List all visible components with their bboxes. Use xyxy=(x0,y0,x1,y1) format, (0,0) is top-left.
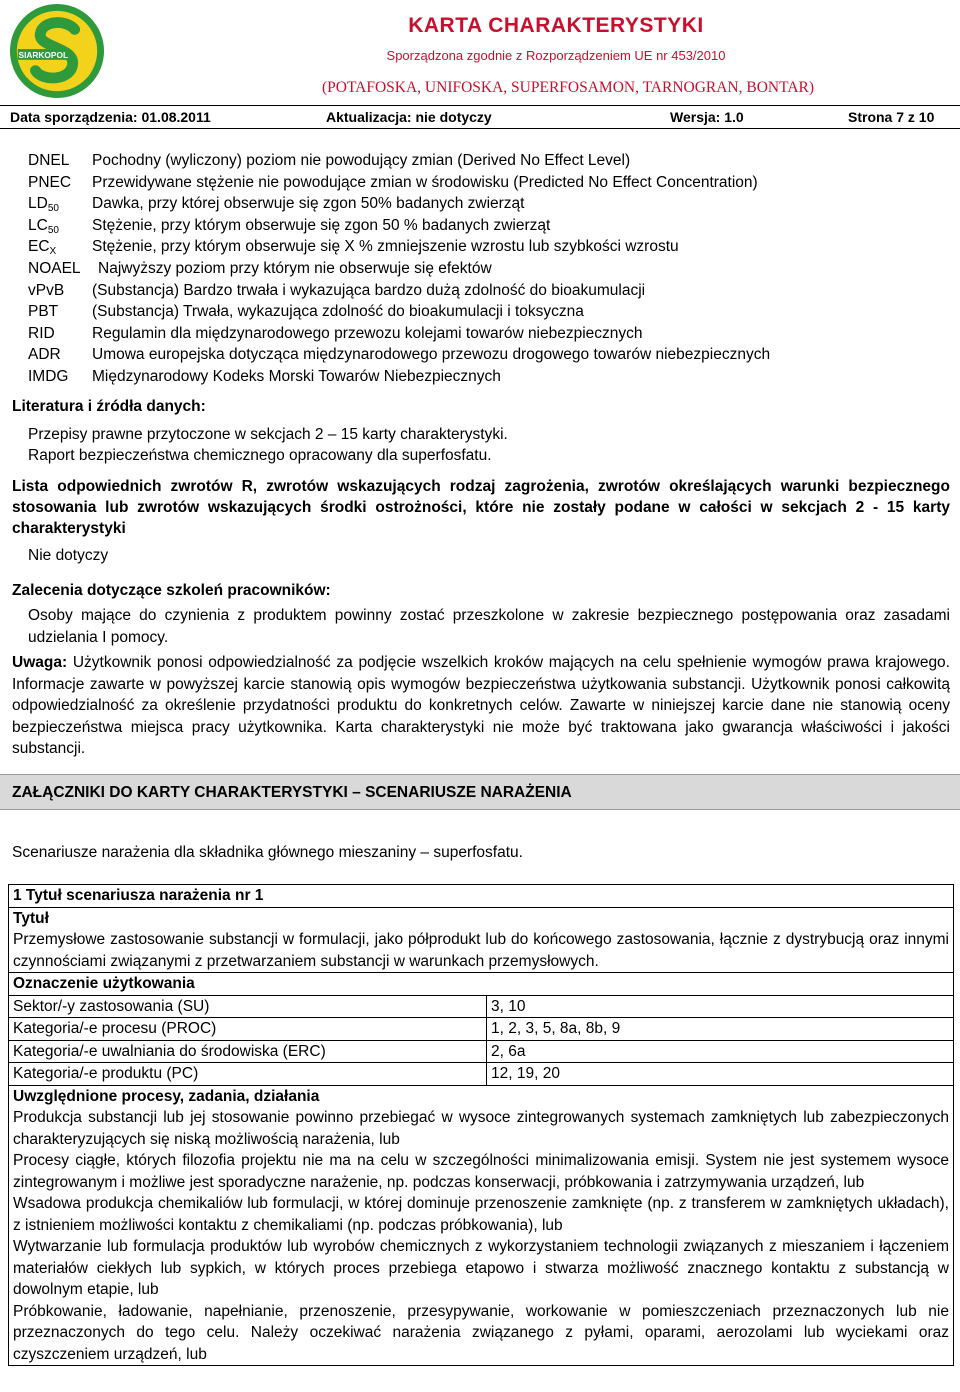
abbreviation-key: $LC_{50}$ xyxy=(28,216,59,236)
process-item: Produkcja substancji lub jej stosowanie powinno przebiegać w wysoce zintegrowanych systemach zamkniętych lub zabezpieczonych charakteryzujących się niską możliwością narażenia, lub xyxy=(13,1109,949,1148)
usage-row-label: Kategoria/-e procesu (PROC) xyxy=(9,1018,487,1041)
product-list: (POTAFOSKA, UNIFOSKA, SUPERFOSAMON, TARNOGRAN, BONTAR) xyxy=(321,79,815,96)
table-row xyxy=(9,907,954,973)
abbreviation-text: Pochodny (wyliczony) poziom nie powodujący zmian (Derived No Effect Level) xyxy=(92,152,631,169)
abbreviation-item xyxy=(28,258,948,280)
note-text: Użytkownik ponosi odpowiedzialność za podjęcie wszelkich kroków mających na celu spełnienie wymogów prawa krajowego. Informacje zawarte w powyższej karcie stanowią opis wymogów bezpieczeństwa użytkowania substancji. Użytkownik ponosi całkowitą odpowiedzialność za określenie przydatności produktu do konkretnych celów. Zawarte w niniejszej karcie dane nie stanowią oceny bezpieczeństwa miejsca pracy użytkownika. Karta charakterystyki nie może być traktowana jako gwarancja właściwości i jakości substancji. xyxy=(12,654,950,757)
training-heading: Zalecenia dotyczące szkoleń pracowników: xyxy=(12,582,331,599)
process-item: Procesy ciągłe, których filozofia projektu nie ma na celu w szczególności minimalizowania emisji. System nie jest systemem wysoce zintegrowanym i możliwe jest sporadyczne narażenie, np. podczas konserwacji, próbkowania i zatrzymywania urządzeń, lub xyxy=(13,1152,949,1191)
abbreviation-item xyxy=(28,366,948,388)
usage-row-value: 1, 2, 3, 5, 8a, 8b, 9 xyxy=(487,1018,954,1041)
abbreviation-text: Przewidywane stężenie nie powodujące zmian w środowisku (Predicted No Effect Concentration) xyxy=(92,173,758,191)
abbreviation-text: Stężenie, przy którym obserwuje się zgon 50 % badanych zwierząt xyxy=(92,216,551,234)
r-phrases-value: Nie dotyczy xyxy=(28,547,109,564)
abbreviation-text: Umowa europejska dotycząca międzynarodowego przewozu drogowego towarów niebezpiecznych xyxy=(92,346,771,364)
abbreviation-key: PNEC xyxy=(28,173,72,191)
abbreviation-key: $EC_X$ xyxy=(28,238,57,258)
literature-line: Raport bezpieczeństwa chemicznego opracowany dla superfosfatu. xyxy=(28,447,492,464)
date-created: Data sporządzenia: 01.08.2011 xyxy=(10,109,211,125)
table-row xyxy=(9,1085,954,1366)
abbreviation-key: PBT xyxy=(28,303,59,321)
table-row xyxy=(9,1040,954,1063)
usage-row-label: Kategoria/-e uwalniania do środowiska (ERC) xyxy=(9,1040,487,1063)
table-row xyxy=(9,1018,954,1041)
abbreviation-item xyxy=(28,193,948,215)
abbreviation-key: ADR xyxy=(28,346,61,364)
version: Wersja: 1.0 xyxy=(670,109,744,125)
annex-section-heading: ZAŁĄCZNIKI DO KARTY CHARAKTERYSTYKI – SCENARIUSZE NARAŻENIA xyxy=(0,774,960,810)
abbreviation-key: vPvB xyxy=(28,281,65,299)
process-item: Próbkowanie, ładowanie, napełnianie, przenoszenie, przesypywanie, workowanie w pomieszczeniach przeznaczonych lub nie przeznaczonych do tego celu. Należy oczekiwać narażenia związanego z pyłami, oparami, aerozolami lub wyciekami oraz czyszczeniem urządzeń, lub xyxy=(13,1302,949,1363)
abbreviation-item xyxy=(28,150,948,172)
siarkopol-logo-icon xyxy=(8,2,106,100)
abbreviation-item xyxy=(28,280,948,302)
abbreviation-item xyxy=(28,344,948,366)
title-cell: Tytuł Przemysłowe zastosowanie substancji w formulacji, jako półprodukt lub do końcowego zastosowania, łącznie z dystrybucją oraz innymi czynnościami związanymi z przetwarzaniem substancji w warunkach przemysłowych. xyxy=(9,907,954,973)
abbreviation-item xyxy=(28,323,948,345)
abbreviation-key: $LD_{50}$ xyxy=(28,195,59,215)
usage-row-value: 2, 6a xyxy=(487,1040,954,1063)
table-row xyxy=(9,1063,954,1086)
document-header xyxy=(0,0,960,131)
abbreviation-text: Dawka, przy której obserwuje się zgon 50% badanych zwierząt xyxy=(92,195,525,213)
abbreviation-text: Stężenie, przy którym obserwuje się X % zmniejszenie wzrostu lub szybkości wzrostu xyxy=(92,238,679,256)
usage-row-label: Kategoria/-e produktu (PC) xyxy=(9,1063,487,1086)
document-title: KARTA CHARAKTERYSTYKI xyxy=(408,14,704,37)
process-item: Wytwarzanie lub formulacja produktów lub wyrobów chemicznych z wykorzystaniem technologii związanych z mieszaniem i łączeniem materiałów ciekłych lub sypkich, w których proces przebiega etapowo i stwarza możliwość znacznego kontaktu z substancją w dowolnym etapie, lub xyxy=(13,1238,949,1298)
abbreviation-key: IMDG xyxy=(28,367,69,385)
exposure-scenario-table xyxy=(8,884,954,1366)
scenario-intro: Scenariusze narażenia dla składnika głównego mieszaniny – superfosfatu. xyxy=(12,844,523,861)
note-label: Uwaga: xyxy=(12,654,68,671)
abbreviation-item xyxy=(28,172,948,194)
document-meta xyxy=(0,106,960,129)
processes-cell xyxy=(9,1085,954,1366)
table-row xyxy=(9,885,954,908)
processes-label: Uwzględnione procesy, zadania, działania xyxy=(13,1087,320,1105)
update-status: Aktualizacja: nie dotyczy xyxy=(326,109,492,125)
abbreviation-text: Regulamin dla międzynarodowego przewozu kolejami towarów niebezpiecznych xyxy=(92,324,643,342)
abbreviation-text: (Substancja) Bardzo trwała i wykazująca bardzo dużą zdolność do bioakumulacji xyxy=(92,281,646,299)
abbreviation-key: DNEL xyxy=(28,152,70,169)
scenario-title: 1 Tytuł scenariusza narażenia nr 1 xyxy=(9,885,954,908)
abbreviation-key: RID xyxy=(28,324,55,342)
abbreviation-item xyxy=(28,215,948,237)
table-row xyxy=(9,973,954,996)
abbreviation-text: Międzynarodowy Kodeks Morski Towarów Niebezpiecznych xyxy=(92,367,501,385)
r-phrases-heading: Lista odpowiednich zwrotów R, zwrotów wskazujących rodzaj zagrożenia, zwrotów określających warunki bezpiecznego stosowania lub zwrotów wskazujących środki ostrożności, które nie zostały podane w całości w sekcjach 2 - 15 karty charakterystyki xyxy=(12,478,950,537)
training-text: Osoby mające do czynienia z produktem powinny zostać przeszkolone w zakresie bezpiecznego postępowania oraz zasadami udzielania I pomocy. xyxy=(28,607,950,646)
usage-row-value: 3, 10 xyxy=(487,995,954,1018)
logo-text: SIARKOPOL xyxy=(18,49,69,60)
abbreviation-text: Najwyższy poziom przy którym nie obserwuje się efektów xyxy=(98,259,492,277)
usage-row-value: 12, 19, 20 xyxy=(487,1063,954,1086)
abbreviation-item xyxy=(28,301,948,323)
usage-row-label: Sektor/-y zastosowania (SU) xyxy=(9,995,487,1018)
disclaimer-note xyxy=(12,652,950,760)
abbreviation-list xyxy=(28,150,948,388)
abbreviation-text: (Substancja) Trwała, wykazująca zdolność do bioakumulacji i toksyczna xyxy=(92,303,584,321)
table-row xyxy=(9,995,954,1018)
page-number: Strona 7 z 10 xyxy=(848,109,935,125)
literature-heading: Literatura i źródła danych: xyxy=(12,398,206,415)
usage-label: Oznaczenie użytkowania xyxy=(9,973,954,996)
process-item: Wsadowa produkcja chemikaliów lub formulacji, w której dominuje przenoszenie zamknięte (np. z transferem w zamkniętych układach), z istnieniem możliwości kontaktu z chemikaliami (np. podczas próbkowania), lub xyxy=(13,1195,949,1234)
regulation-reference: Sporządzona zgodnie z Rozporządzeniem UE nr 453/2010 xyxy=(386,48,726,63)
abbreviation-key: NOAEL xyxy=(28,259,81,277)
literature-line: Przepisy prawne przytoczone w sekcjach 2 – 15 karty charakterystyki. xyxy=(28,426,508,443)
abbreviation-item xyxy=(28,236,948,258)
